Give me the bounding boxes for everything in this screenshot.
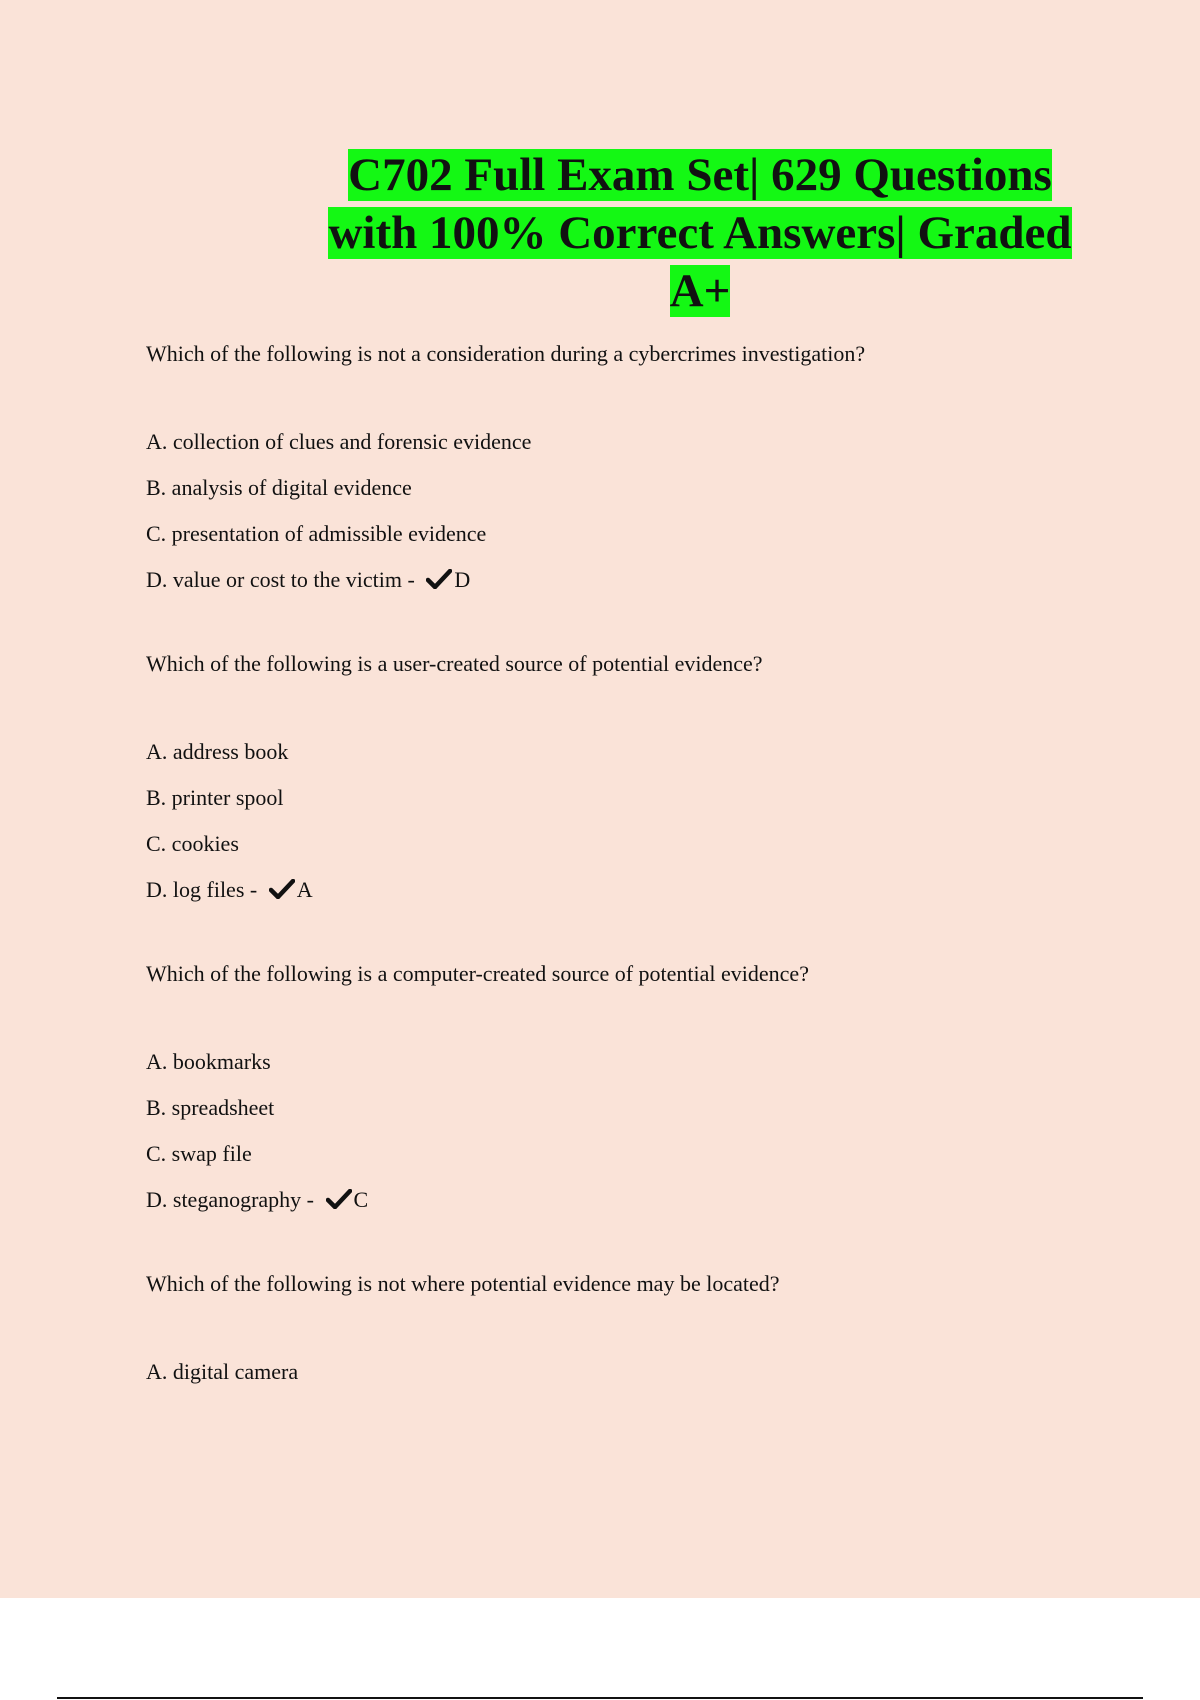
- answer-label: D: [454, 567, 471, 592]
- answer-label: A: [296, 877, 313, 902]
- option-b: B. printer spool: [146, 785, 284, 810]
- title-block: [300, 146, 1100, 320]
- question-block: [146, 338, 1146, 596]
- check-icon: [269, 879, 295, 899]
- question-list: [146, 338, 1146, 1402]
- option-a: A. digital camera: [146, 1359, 299, 1384]
- question-block: [146, 958, 1146, 1216]
- option-d: D. value or cost to the victim -: [146, 567, 415, 592]
- option-d-with-answer: [146, 874, 1146, 906]
- footer-divider: [57, 1697, 1143, 1699]
- option-c: C. swap file: [146, 1141, 252, 1166]
- question-block: [146, 1268, 1146, 1388]
- option-d: D. steganography -: [146, 1187, 315, 1212]
- option-d-with-answer: [146, 564, 1146, 596]
- option-b: B. analysis of digital evidence: [146, 475, 412, 500]
- option-d-with-answer: [146, 1184, 1146, 1216]
- option-c: C. presentation of admissible evidence: [146, 521, 487, 546]
- question-text: Which of the following is not where potential evidence may be located?: [146, 1271, 780, 1296]
- option-c: C. cookies: [146, 831, 239, 856]
- option-a: A. address book: [146, 739, 289, 764]
- check-icon: [326, 1189, 352, 1209]
- answer-label: C: [353, 1187, 369, 1212]
- option-a: A. collection of clues and forensic evidence: [146, 429, 532, 454]
- option-a: A. bookmarks: [146, 1049, 271, 1074]
- question-text: Which of the following is a computer-created source of potential evidence?: [146, 961, 809, 986]
- question-text: Which of the following is a user-created source of potential evidence?: [146, 651, 763, 676]
- check-icon: [426, 569, 452, 589]
- question-block: [146, 648, 1146, 906]
- option-d: D. log files -: [146, 877, 258, 902]
- option-b: B. spreadsheet: [146, 1095, 275, 1120]
- question-text: Which of the following is not a consideration during a cybercrimes investigation?: [146, 341, 866, 366]
- document-title: C702 Full Exam Set| 629 Questions with 100% Correct Answers| Graded A+: [328, 149, 1072, 317]
